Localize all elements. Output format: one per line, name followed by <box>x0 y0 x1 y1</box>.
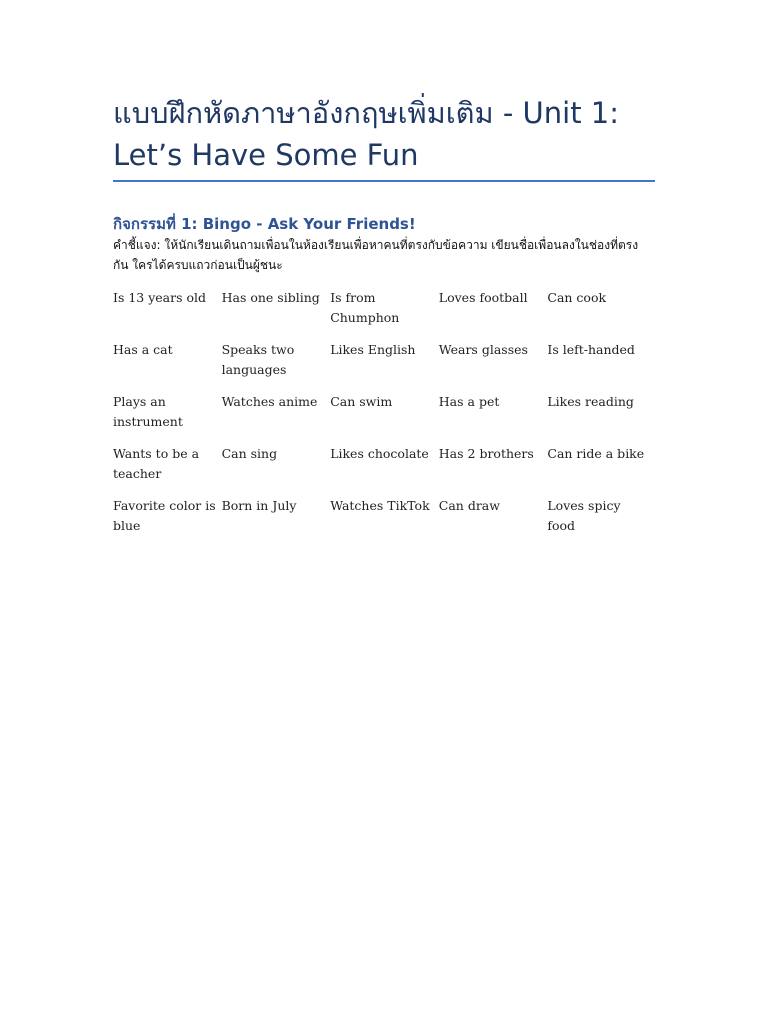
activity-heading: กิจกรรมที่ 1: Bingo - Ask Your Friends! <box>113 215 416 233</box>
bingo-cell: Has a pet <box>438 394 500 409</box>
bingo-cell: Loves spicy food <box>547 498 621 533</box>
bingo-cell: Has one sibling <box>221 290 320 305</box>
title-divider <box>113 180 655 182</box>
bingo-cell: Plays an instrument <box>113 394 183 429</box>
bingo-cell: Can swim <box>330 394 393 409</box>
bingo-cell: Is left-handed <box>547 342 635 357</box>
bingo-cell: Likes chocolate <box>330 446 429 461</box>
bingo-cell: Likes English <box>330 342 416 357</box>
bingo-cell: Can draw <box>438 498 500 513</box>
bingo-row <box>113 392 656 444</box>
bingo-cell: Can sing <box>221 446 278 461</box>
bingo-table <box>113 288 656 548</box>
bingo-row <box>113 496 656 548</box>
title-line-1: แบบฝึกหัดภาษาอังกฤษเพิ่มเติม - Unit 1: <box>113 96 619 130</box>
bingo-cell: Can ride a bike <box>547 446 645 461</box>
bingo-cell: Watches TikTok <box>330 498 430 513</box>
bingo-cell: Has a cat <box>113 342 173 357</box>
bingo-cell: Is from Chumphon <box>330 290 400 325</box>
bingo-cell: Loves football <box>438 290 528 305</box>
bingo-cell: Wants to be a teacher <box>113 446 200 481</box>
bingo-row <box>113 340 656 392</box>
bingo-cell: Likes reading <box>547 394 634 409</box>
activity-instructions: คำชี้แจง: ให้นักเรียนเดินถามเพื่อนในห้องเรียนเพื่อหาคนที่ตรงกับข้อความ เขียนชื่อเพื่อนลงในช่องที่ตรงกัน ใครได้ครบแถวก่อนเป็นผู้ชนะ <box>113 238 639 272</box>
bingo-cell: Has 2 brothers <box>438 446 534 461</box>
bingo-cell: Favorite color is blue <box>113 498 216 533</box>
document-title <box>113 92 655 176</box>
bingo-cell: Speaks two languages <box>221 342 295 377</box>
title-line-2: Let’s Have Some Fun <box>113 138 419 172</box>
bingo-cell: Is 13 years old <box>113 290 207 305</box>
bingo-cell: Born in July <box>221 498 297 513</box>
bingo-row <box>113 444 656 496</box>
bingo-cell: Watches anime <box>221 394 318 409</box>
bingo-cell: Can cook <box>547 290 607 305</box>
bingo-row <box>113 288 656 340</box>
document-page <box>113 92 655 548</box>
bingo-cell: Wears glasses <box>438 342 528 357</box>
